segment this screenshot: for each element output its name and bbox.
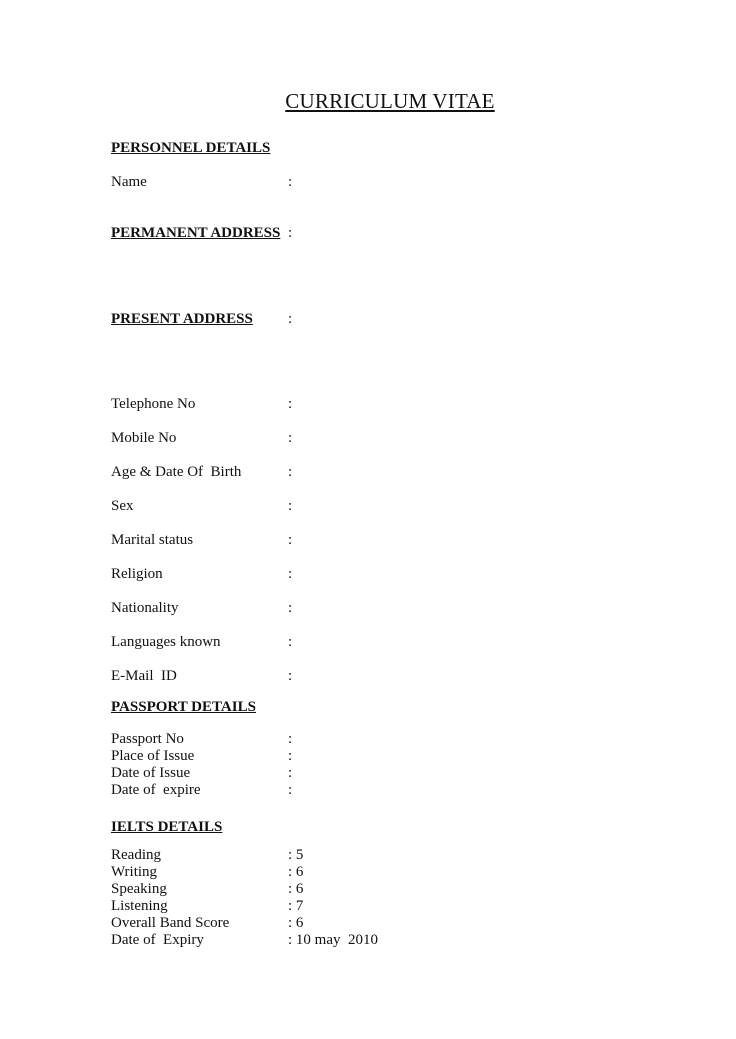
field-value: : (288, 430, 293, 446)
field-label: Reading (111, 847, 161, 863)
field-label: Telephone No (111, 396, 196, 412)
field-label: Overall Band Score (111, 915, 230, 931)
present-address-row (111, 311, 293, 379)
document-title: CURRICULUM VITAE (285, 89, 495, 113)
name-label: Name (111, 174, 147, 190)
field-value: : 6 (288, 864, 304, 880)
field-value: : (288, 464, 293, 480)
date-of-expiry-row (111, 932, 378, 1000)
field-label: Date of Expiry (111, 932, 204, 948)
permanent-address-value: : (288, 225, 293, 241)
field-label: Place of Issue (111, 748, 195, 764)
field-label: Religion (111, 566, 163, 582)
field-label: Writing (111, 864, 158, 880)
field-value: : (288, 498, 293, 514)
field-value: : 7 (288, 898, 304, 914)
field-value: : (288, 765, 293, 781)
field-label: Marital status (111, 532, 194, 548)
field-value: : (288, 600, 293, 616)
field-value: : 5 (288, 847, 304, 863)
field-value: : (288, 532, 293, 548)
personnel-details-heading: PERSONNEL DETAILS (111, 140, 271, 156)
field-value: : (288, 566, 293, 582)
permanent-address-label: PERMANENT ADDRESS (111, 225, 281, 241)
field-label: Age & Date Of Birth (111, 464, 242, 480)
field-label: Listening (111, 898, 168, 914)
field-label: Sex (111, 498, 134, 514)
field-label: E-Mail ID (111, 668, 177, 684)
field-label: Speaking (111, 881, 167, 897)
permanent-address-row (111, 225, 293, 293)
field-value: : 6 (288, 915, 304, 931)
field-value: : 10 may 2010 (288, 932, 378, 948)
field-value: : (288, 396, 293, 412)
field-value: : (288, 748, 293, 764)
field-value: : (288, 731, 293, 747)
field-value: : 6 (288, 881, 304, 897)
field-label: Nationality (111, 600, 179, 616)
present-address-value: : (288, 311, 293, 327)
name-value: : (288, 174, 293, 190)
field-label: Date of expire (111, 782, 201, 798)
field-value: : (288, 634, 293, 650)
field-label: Mobile No (111, 430, 177, 446)
field-value: : (288, 782, 293, 798)
present-address-label: PRESENT ADDRESS (111, 311, 253, 327)
field-value: : (288, 668, 293, 684)
passport-details-heading: PASSPORT DETAILS (111, 699, 256, 715)
field-label: Languages known (111, 634, 221, 650)
ielts-details-heading: IELTS DETAILS (111, 819, 223, 835)
field-label: Date of Issue (111, 765, 191, 781)
field-label: Passport No (111, 731, 184, 747)
